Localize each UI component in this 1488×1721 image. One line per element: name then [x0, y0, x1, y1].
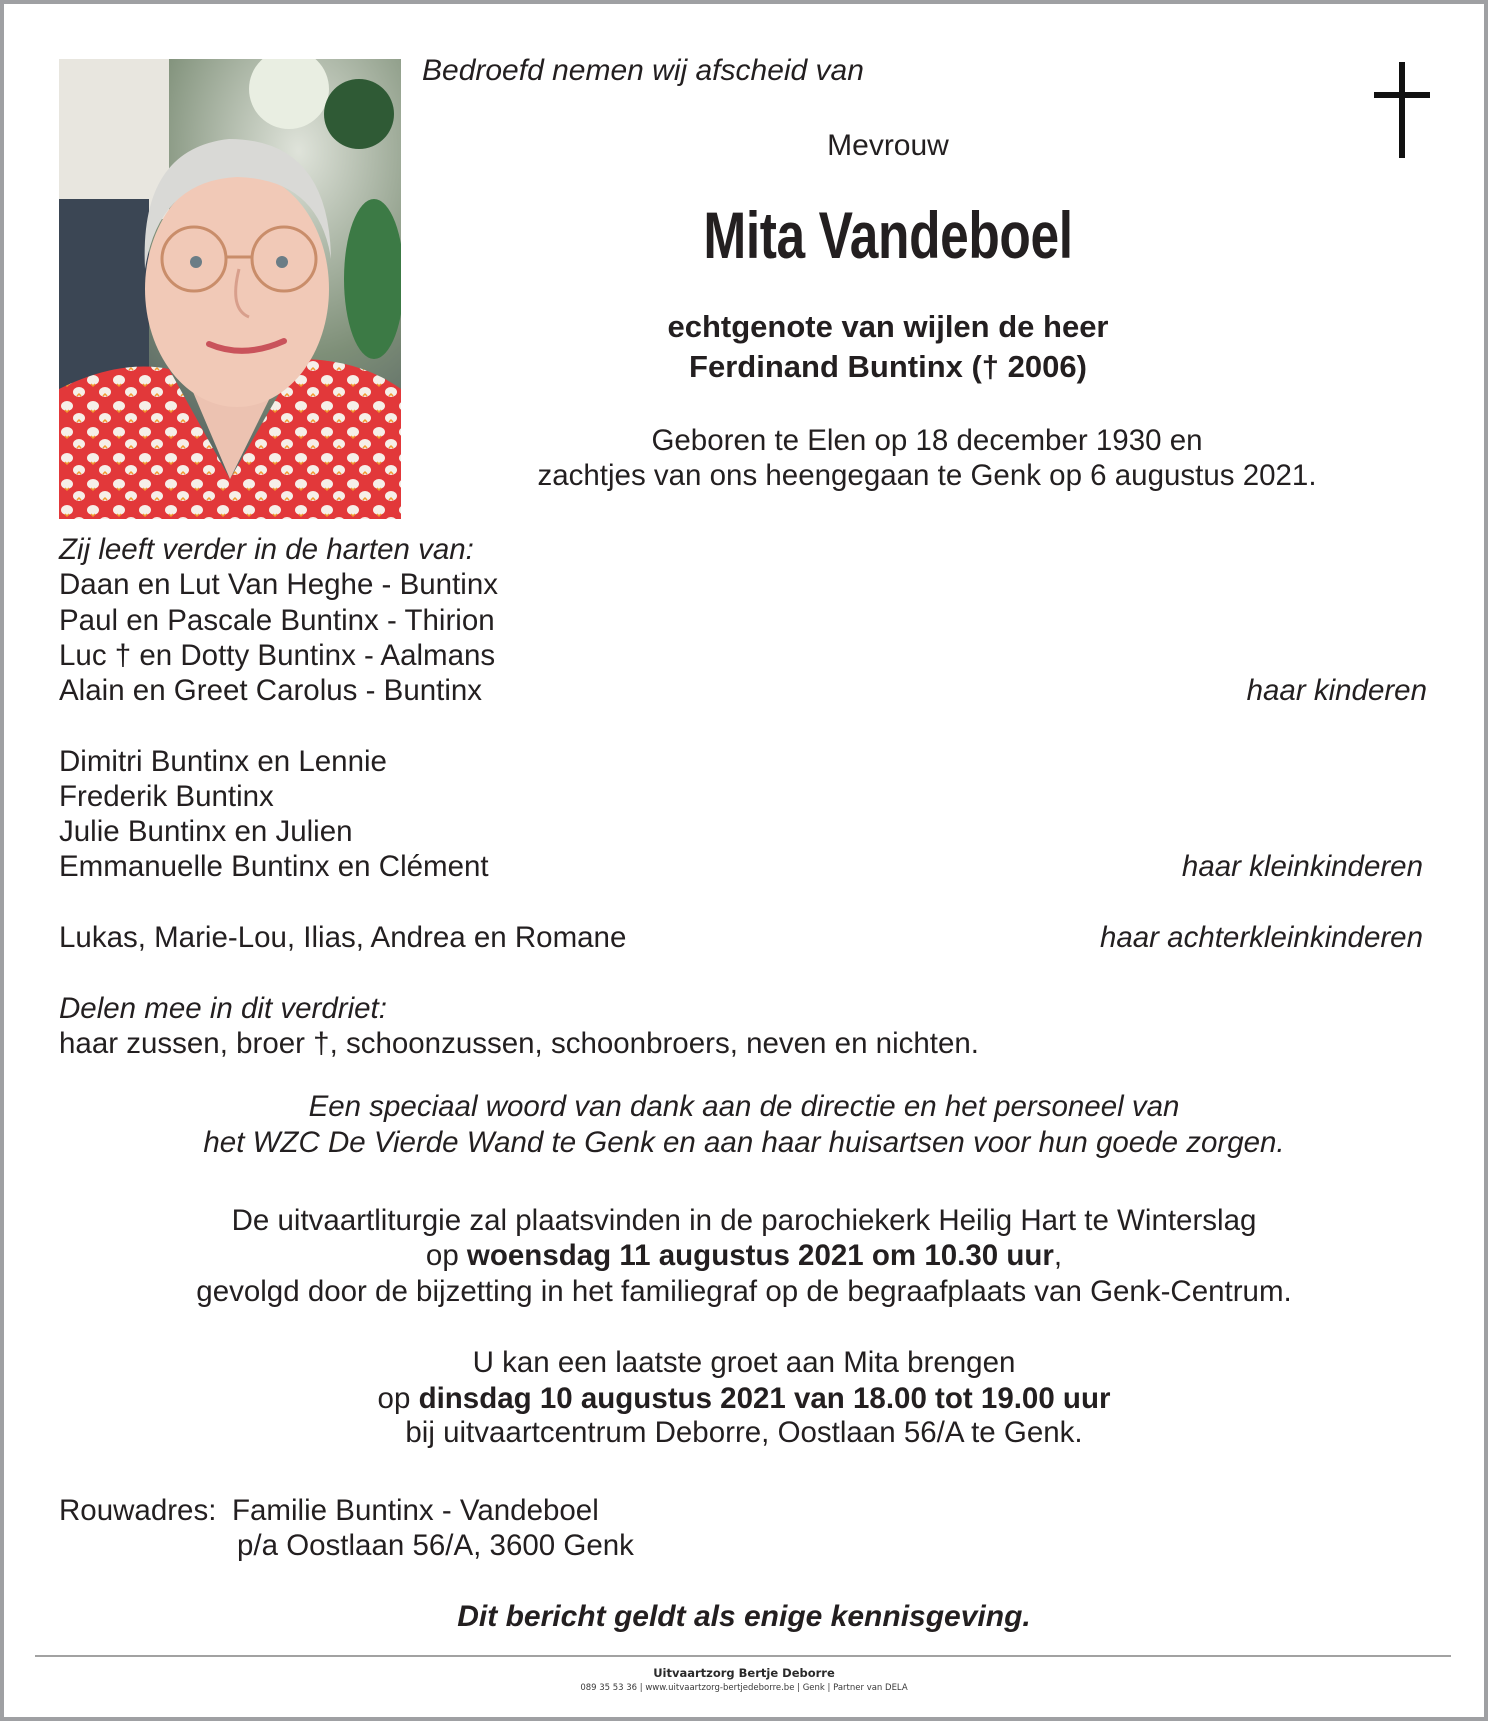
cross-horizontal-bar: [1374, 92, 1430, 98]
address-line-2: p/a Oostlaan 56/A, 3600 Genk: [237, 1529, 634, 1562]
grandchild-item: Julie Buntinx en Julien: [59, 815, 353, 848]
spouse-line-1: echtgenote van wijlen de heer: [667, 309, 1109, 344]
funeral-datetime: woensdag 11 augustus 2021 om 10.30 uur: [466, 1239, 1054, 1272]
footer-company: Uitvaartzorg Bertje Deborre: [653, 1666, 835, 1680]
great-grandchild-item: Lukas, Marie-Lou, Ilias, Andrea en Romane: [59, 921, 627, 954]
cross-vertical-bar: [1399, 62, 1405, 158]
great-grandchildren-label: haar achterkleinkinderen: [1099, 921, 1423, 954]
grandchild-item: Frederik Buntinx: [59, 780, 274, 813]
funeral-suffix: ,: [1053, 1239, 1063, 1272]
funeral-line-1: De uitvaartliturgie zal plaatsvinden in de parochiekerk Heilig Hart te Winterslag: [231, 1204, 1257, 1237]
grandchild-item: Emmanuelle Buntinx en Clément: [59, 850, 489, 883]
footer-separator: [35, 1655, 1451, 1657]
notice-text: Dit bericht geldt als enige kennisgeving.: [457, 1600, 1031, 1633]
died-line: zachtjes van ons heengegaan te Genk op 6 augustus 2021.: [537, 459, 1317, 492]
portrait-illustration: [59, 59, 401, 519]
grandchild-item: Dimitri Buntinx en Lennie: [59, 745, 387, 778]
child-item: Paul en Pascale Buntinx - Thirion: [59, 604, 495, 637]
child-item: Daan en Lut Van Heghe - Buntinx: [59, 568, 498, 601]
address-label: Rouwadres:: [59, 1494, 217, 1527]
visitation-line-3: bij uitvaartcentrum Deborre, Oostlaan 56/A te Genk.: [405, 1416, 1083, 1449]
address-line-1: Familie Buntinx - Vandeboel: [232, 1494, 599, 1527]
obituary-card: [4, 4, 1484, 1717]
deceased-name: Mita Vandeboel: [703, 198, 1073, 272]
visitation-line-1: U kan een laatste groet aan Mita brengen: [472, 1346, 1016, 1379]
funeral-prefix: op: [425, 1239, 467, 1272]
visitation-prefix: op: [377, 1382, 419, 1415]
footer-details: 089 35 53 36 | www.uitvaartzorg-bertjedeborre.be | Genk | Partner van DELA: [580, 1683, 908, 1693]
family-heading: Zij leeft verder in de harten van:: [59, 533, 474, 566]
share-text: haar zussen, broer †, schoonzussen, schoonbroers, neven en nichten.: [59, 1027, 979, 1060]
child-item: Alain en Greet Carolus - Buntinx: [59, 674, 483, 707]
salutation: Mevrouw: [827, 129, 949, 162]
funeral-line-3: gevolgd door de bijzetting in het familiegraf op de begraafplaats van Genk-Centrum.: [196, 1275, 1292, 1308]
children-label: haar kinderen: [1246, 674, 1427, 707]
share-heading: Delen mee in dit verdriet:: [59, 992, 387, 1025]
child-item: Luc † en Dotty Buntinx - Aalmans: [59, 639, 496, 672]
thanks-line-2: het WZC De Vierde Wand te Genk en aan haar huisartsen voor hun goede zorgen.: [203, 1126, 1285, 1159]
visitation-datetime: dinsdag 10 augustus 2021 van 18.00 tot 19.00 uur: [418, 1382, 1111, 1415]
born-line: Geboren te Elen op 18 december 1930 en: [651, 424, 1203, 457]
funeral-line-2: [44, 1241, 1444, 1271]
intro-text: Bedroefd nemen wij afscheid van: [422, 54, 864, 87]
grandchildren-label: haar kleinkinderen: [1181, 850, 1423, 883]
spouse-line-2: Ferdinand Buntinx († 2006): [689, 349, 1087, 384]
portrait-photo: [59, 59, 401, 519]
thanks-line-1: Een speciaal woord van dank aan de directie en het personeel van: [308, 1090, 1180, 1123]
visitation-line-2: [44, 1384, 1444, 1414]
